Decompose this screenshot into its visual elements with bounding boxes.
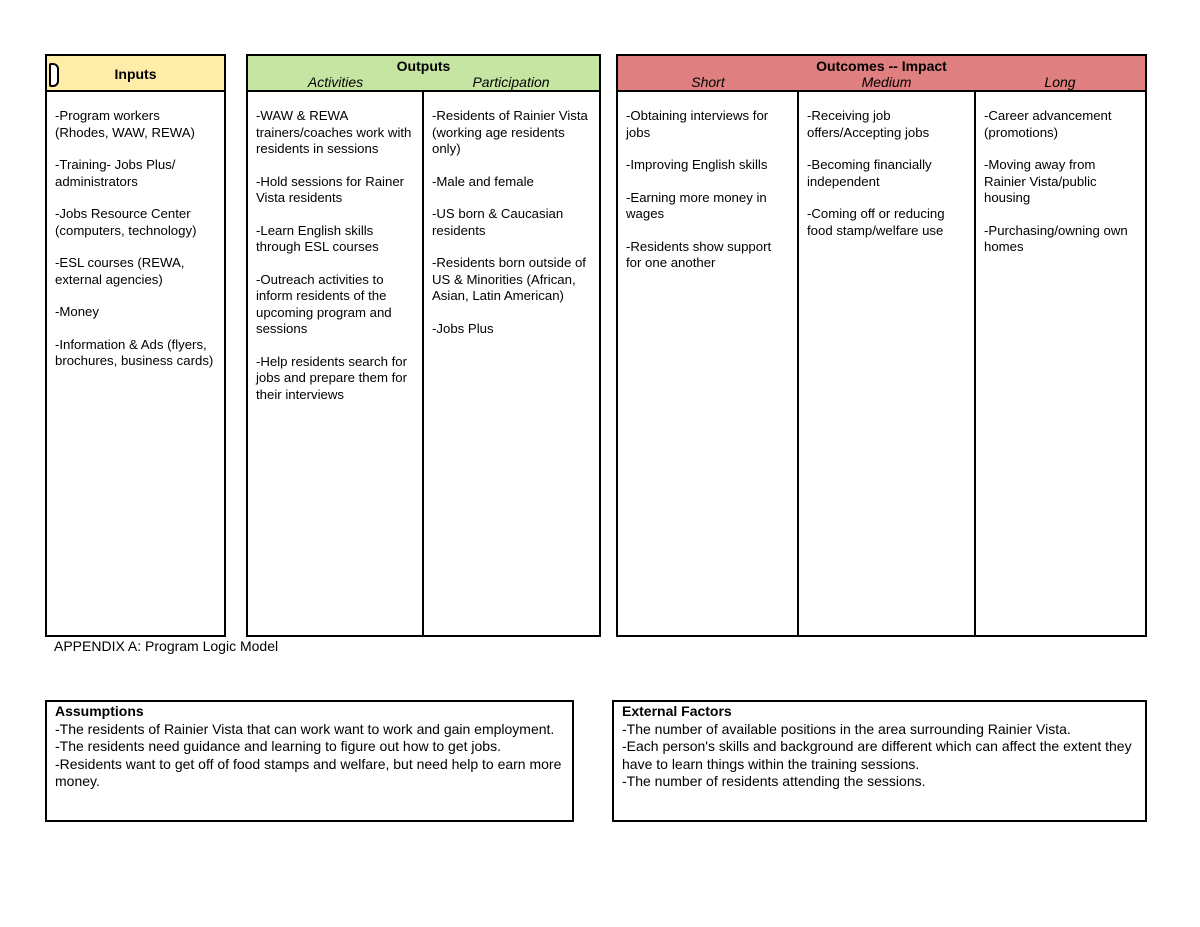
long-column bbox=[974, 92, 1145, 635]
inputs-title: Inputs bbox=[114, 66, 157, 82]
list-item: -The residents need guidance and learning to figure out how to get jobs. bbox=[55, 738, 501, 754]
inputs-column bbox=[47, 92, 224, 635]
outputs-header bbox=[248, 56, 599, 92]
list-item: -The number of residents attending the sessions. bbox=[622, 773, 926, 789]
participation-column bbox=[422, 92, 599, 635]
list-item: -Each person's skills and background are different which can affect the extent they have to learn things within the training sessions. bbox=[622, 738, 1132, 772]
inputs-header bbox=[47, 56, 224, 92]
list-item: -Residents of Rainier Vista (working age residents only) bbox=[432, 108, 588, 156]
medium-list bbox=[799, 92, 975, 239]
list-item: -Becoming financially independent bbox=[807, 157, 932, 189]
medium-label: Medium bbox=[861, 74, 912, 90]
list-item: -Obtaining interviews for jobs bbox=[626, 108, 769, 140]
list-item: -Jobs Resource Center (computers, technology) bbox=[55, 206, 197, 238]
assumptions-box bbox=[45, 700, 574, 822]
activities-column bbox=[248, 92, 423, 635]
short-column bbox=[618, 92, 798, 635]
list-item: -Career advancement (promotions) bbox=[984, 108, 1112, 140]
external-factors-box bbox=[612, 700, 1147, 822]
list-item: -Program workers (Rhodes, WAW, REWA) bbox=[55, 108, 195, 140]
assumptions-title: Assumptions bbox=[55, 703, 144, 719]
list-item: -The residents of Rainier Vista that can work want to work and gain employment. bbox=[55, 720, 555, 737]
appendix-caption: APPENDIX A: Program Logic Model bbox=[54, 638, 279, 654]
long-list bbox=[976, 92, 1145, 256]
external-factors-list bbox=[622, 721, 1137, 791]
assumptions-list bbox=[55, 721, 564, 791]
activities-list bbox=[248, 92, 423, 403]
list-item: -Earning more money in wages bbox=[626, 189, 767, 221]
list-item: -ESL courses (REWA, external agencies) bbox=[55, 255, 185, 287]
list-item: -Coming off or reducing food stamp/welfare use bbox=[807, 206, 945, 238]
outcomes-header bbox=[618, 56, 1145, 92]
list-item: -Money bbox=[55, 304, 99, 319]
list-item: -Learn English skills through ESL courses bbox=[256, 222, 379, 254]
medium-column bbox=[797, 92, 975, 635]
list-item: -Residents born outside of US & Minorities (African, Asian, Latin American) bbox=[432, 255, 586, 303]
participation-list bbox=[424, 92, 599, 337]
list-item: -Purchasing/owning own homes bbox=[984, 222, 1128, 254]
outputs-panel bbox=[246, 54, 601, 637]
long-label: Long bbox=[1044, 74, 1076, 90]
list-item: -Outreach activities to inform residents of the upcoming program and sessions bbox=[256, 271, 392, 336]
list-item: -Male and female bbox=[432, 173, 534, 189]
list-item: -Jobs Plus bbox=[432, 320, 494, 336]
list-item: -Receiving job offers/Accepting jobs bbox=[807, 108, 930, 140]
outcomes-panel bbox=[616, 54, 1147, 637]
outcomes-title: Outcomes -- Impact bbox=[816, 58, 947, 74]
inputs-panel bbox=[45, 54, 226, 637]
external-factors-title: External Factors bbox=[622, 703, 732, 719]
list-item: -US born & Caucasian residents bbox=[432, 206, 564, 238]
list-item: -Training- Jobs Plus/ administrators bbox=[55, 157, 176, 189]
short-label: Short bbox=[691, 74, 725, 90]
list-item: -WAW & REWA trainers/coaches work with residents in sessions bbox=[256, 108, 412, 156]
list-item: -Moving away from Rainier Vista/public housing bbox=[984, 157, 1097, 205]
list-item: -Residents want to get off of food stamps and welfare, but need help to earn more money. bbox=[55, 755, 562, 789]
short-list bbox=[618, 92, 798, 272]
list-item: -Hold sessions for Rainer Vista residents bbox=[256, 173, 405, 205]
participation-label: Participation bbox=[472, 74, 550, 90]
list-item: -Information & Ads (flyers, brochures, business cards) bbox=[55, 336, 214, 368]
list-item: -Improving English skills bbox=[626, 157, 768, 172]
list-item: -Residents show support for one another bbox=[626, 238, 772, 270]
inputs-list bbox=[47, 92, 224, 370]
activities-label: Activities bbox=[307, 74, 364, 90]
list-item: -Help residents search for jobs and prepare them for their interviews bbox=[256, 353, 408, 402]
outputs-title: Outputs bbox=[396, 58, 451, 74]
list-item: -The number of available positions in the area surrounding Rainier Vista. bbox=[622, 720, 1071, 737]
